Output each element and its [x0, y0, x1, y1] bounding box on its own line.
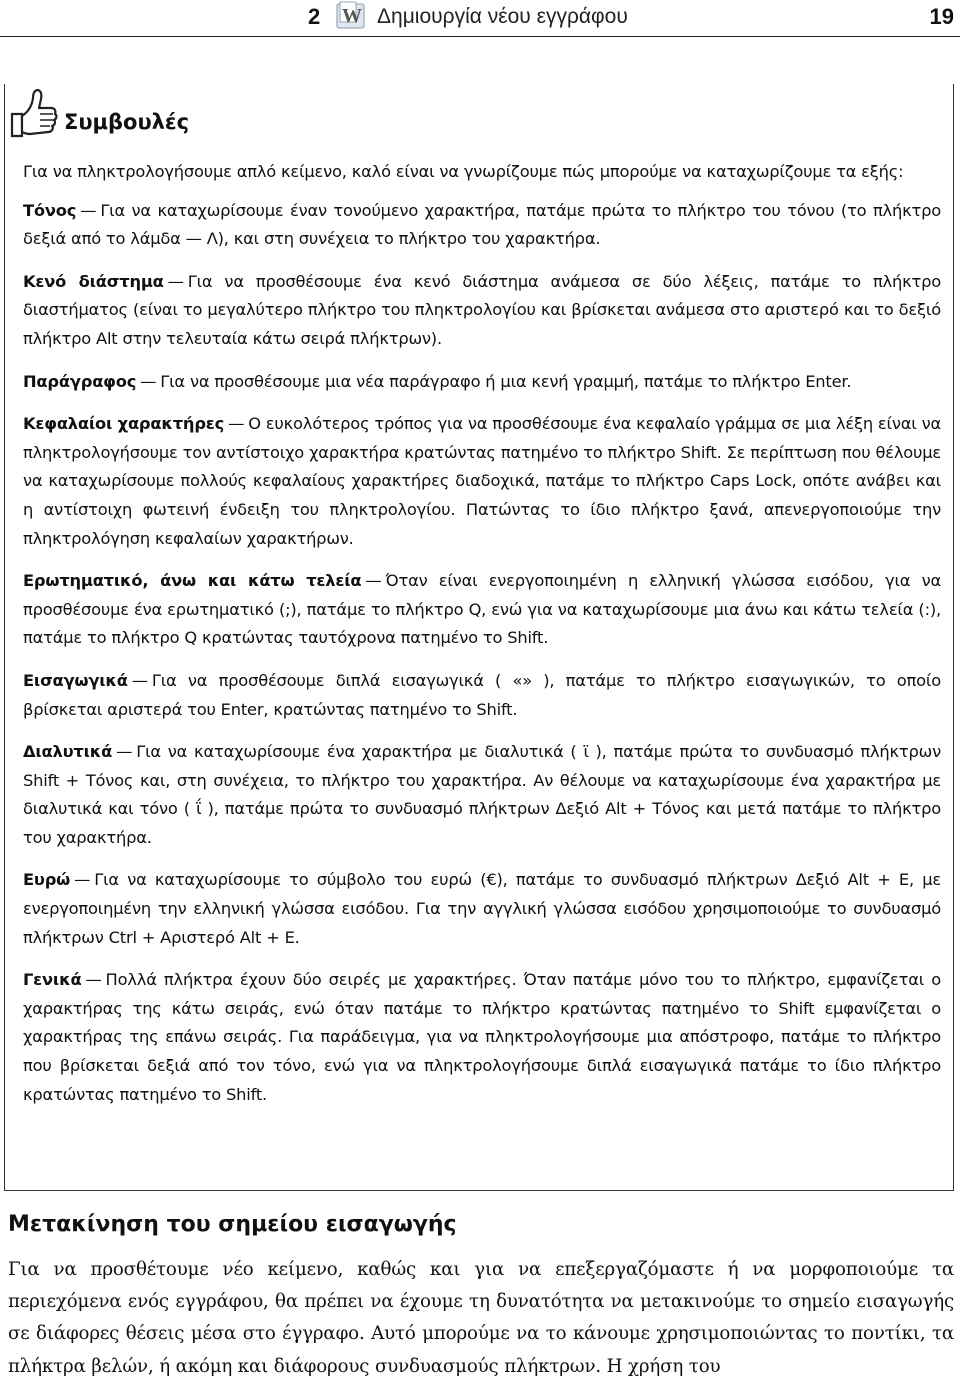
em-dash: —	[74, 870, 91, 890]
tip-term: Εισαγωγικά	[23, 670, 128, 690]
em-dash: —	[80, 200, 97, 220]
tip-text: Για να προσθέσουμε μια νέα παράγραφο ή μια κενή γραμμή, πατάμε το πλήκτρο Enter.	[160, 371, 852, 391]
em-dash: —	[116, 742, 133, 762]
em-dash: —	[131, 670, 148, 690]
chapter-title: Δημιουργία νέου εγγράφου	[377, 5, 628, 28]
section-heading: Μετακίνηση του σημείου εισαγωγής	[8, 1212, 457, 1237]
tip-item	[23, 866, 941, 952]
word-logo-icon	[334, 1, 367, 31]
tip-term: Διαλυτικά	[23, 742, 113, 762]
tip-text: Για να προσθέσουμε διπλά εισαγωγικά ( «» ), πατάμε το πλήκτρο εισαγωγικών, το οποίο βρίσκεται αριστερά του Enter, κρατώντας πατημένο το Shift.	[23, 670, 941, 719]
tip-term: Γενικά	[23, 970, 82, 990]
tip-term: Παράγραφος	[23, 371, 137, 391]
tips-heading	[6, 84, 206, 144]
em-dash: —	[167, 271, 184, 291]
chapter-number: 2	[308, 4, 321, 29]
tip-term: Ευρώ	[23, 870, 71, 890]
tip-text: Για να καταχωρίσουμε ένα χαρακτήρα με διαλυτικά ( ϊ ), πατάμε πρώτα το συνδυασμό πλήκτρων Shift + Τόνος και, στη συνέχεια, το πλήκτρο του χαρακτήρα. Αν θέλουμε να καταχωρίσουμε ένα χαρακτήρα με διαλυτικά και τόνο ( ΐ ), πατάμε πρώτα το συνδυασμό πλήκτρων Δεξιό Alt + Τόνος και μετά πατάμε το πλήκτρο του χαρακτήρα.	[23, 742, 941, 847]
tip-text: Ο ευκολότερος τρόπος για να προσθέσουμε ένα κεφαλαίο γράμμα σε μια λέξη είναι να πληκτρολογήσουμε τον αντίστοιχο χαρακτήρα κρατώντας πατημένο το πλήκτρο Shift. Σε περίπτωση που θέλουμε να καταχωρίσουμε πολλούς κεφαλαίους χαρακτήρες διαδοχικά, πατάμε το πλήκτρο Caps Lock, οπότε ανάβει και η αντίστοιχη φωτεινή ένδειξη του πληκτρολογίου. Πατώντας το ίδιο πλήκτρο ξανά, απενεργοποιούμε την πληκτρολόγηση κεφαλαίων χαρακτήρων.	[23, 414, 941, 548]
tip-text: Όταν είναι ενεργοποιημένη η ελληνική γλώσσα εισόδου, για να προσθέσουμε ένα ερωτηματικό (;), πατάμε το πλήκτρο Q, ενώ για να καταχωρίσουμε μια άνω και κάτω τελεία (:), πατάμε το πλήκτρο Q κρατώντας ταυτόχρονα πατημένο το Shift.	[23, 571, 941, 648]
tip-item	[23, 667, 941, 724]
section-paragraph: Για να προσθέτουμε νέο κείμενο, καθώς και για να επεξεργαζόμαστε ή να μορφοποιούμε τα περιεχόμενα ενός εγγράφου, θα πρέπει να έχουμε τη δυνατότητα να μετακινούμε το σημείο εισαγωγής σε διάφορες θέσεις μέσα στο έγγραφο. Αυτό μπορούμε να το κάνουμε χρησιμοποιώντας το ποντίκι, τα πλήκτρα βελών, ή ακόμη και διάφορους συνδυασμούς πλήκτρων. Η χρήση του	[8, 1259, 954, 1377]
tip-item	[23, 197, 941, 254]
tip-item	[23, 738, 941, 852]
thumbs-up-icon	[6, 84, 58, 142]
tip-item	[23, 368, 941, 397]
tip-term: Τόνος	[23, 200, 77, 220]
page-header	[0, 0, 960, 37]
tip-text: Πολλά πλήκτρα έχουν δύο σειρές με χαρακτήρες. Όταν πατάμε μόνο του το πλήκτρο, εμφανίζεται ο χαρακτήρας της κάτω σειράς, ενώ όταν πατάμε το πλήκτρο κρατώντας πατημένο το Shift εμφανίζεται ο χαρακτήρας της επάνω σειράς. Για παράδειγμα, για να πληκτρολογήσουμε μια απόστροφο, πατάμε το πλήκτρο που βρίσκεται δεξιά από τον τόνο, ενώ για να πληκτρολογήσουμε διπλά εισαγωγικά πατάμε το ίδιο πλήκτρο κρατώντας πατημένο το Shift.	[23, 970, 941, 1104]
tip-text: Για να καταχωρίσουμε το σύμβολο του ευρώ (€), πατάμε το συνδυασμό πλήκτρων Δεξιό Alt + E, με ενεργοποιημένη την ελληνική γλώσσα εισόδου. Για την αγγλική γλώσσα εισόδου χρησιμοποιούμε το συνδυασμό πλήκτρων Ctrl + Αριστερό Alt + E.	[23, 870, 941, 947]
svg-text:W: W	[342, 5, 362, 27]
em-dash: —	[365, 571, 382, 591]
tips-body	[23, 158, 941, 1123]
em-dash: —	[85, 970, 102, 990]
page-number: 19	[929, 4, 954, 29]
tip-text: Για να προσθέσουμε ένα κενό διάστημα ανάμεσα σε δύο λέξεις, πατάμε το πλήκτρο διαστήματος (είναι το μεγαλύτερο πλήκτρο του πληκτρολογίου και βρίσκεται ανάμεσα στο αριστερό και το δεξιό πλήκτρο Alt στην τελευταία κάτω σειρά πλήκτρων).	[23, 271, 941, 348]
em-dash: —	[228, 414, 245, 434]
em-dash: —	[140, 371, 157, 391]
tips-title: Συμβουλές	[64, 110, 190, 134]
tip-item	[23, 268, 941, 354]
tip-term: Κεφαλαίοι χαρακτήρες	[23, 414, 225, 434]
tip-term: Ερωτηματικό, άνω και κάτω τελεία	[23, 571, 362, 591]
tip-term: Κενό διάστημα	[23, 271, 164, 291]
tip-item	[23, 966, 941, 1109]
tip-item	[23, 567, 941, 653]
tip-item	[23, 410, 941, 553]
tips-intro: Για να πληκτρολογήσουμε απλό κείμενο, καλό είναι να γνωρίζουμε πώς μπορούμε να καταχωρίζουμε τα εξής:	[23, 162, 904, 181]
tip-text: Για να καταχωρίσουμε έναν τονούμενο χαρακτήρα, πατάμε πρώτα το πλήκτρο του τόνου (το πλήκτρο δεξιά από το λάμδα — Λ), και στη συνέχεια το πλήκτρο του χαρακτήρα.	[23, 200, 941, 249]
